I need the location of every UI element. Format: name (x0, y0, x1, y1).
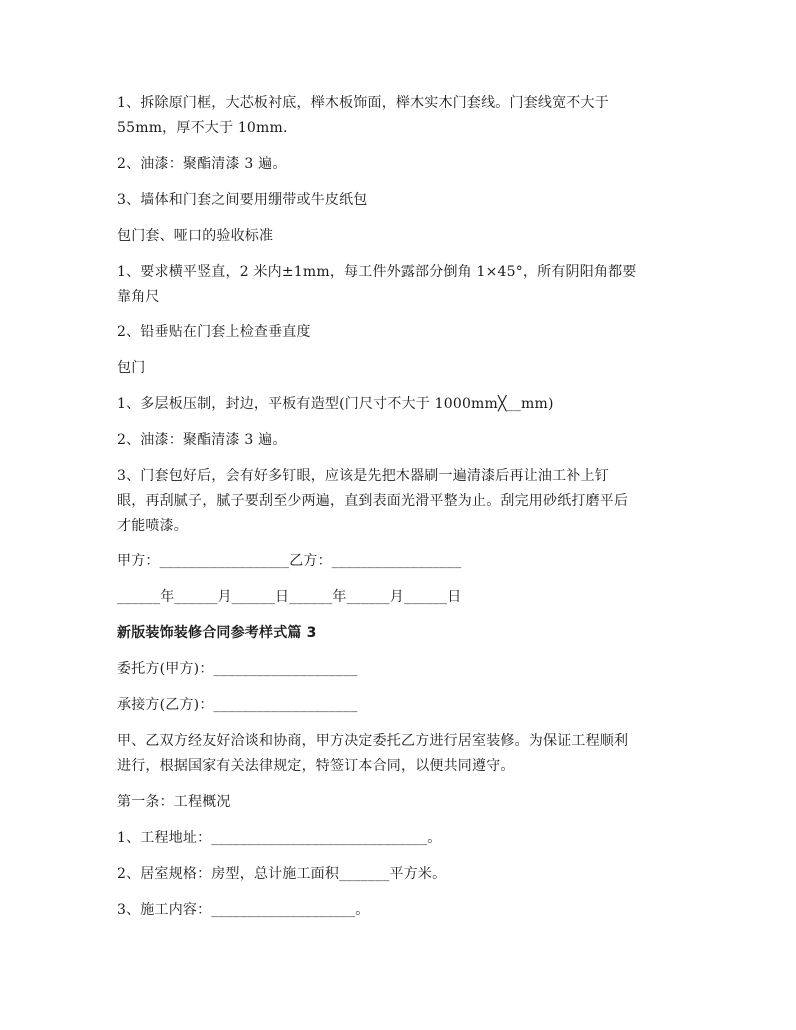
section-heading: 包门套、哑口的验收标准 (117, 228, 274, 244)
paragraph-line: 眼，再刮腻子，腻子要刮至少两遍，直到表面光滑平整为止。刮完用砂纸打磨平后 (117, 493, 629, 509)
paragraph-line: 2、油漆：聚酯清漆 3 遍。 (117, 432, 287, 448)
section-heading: 包门 (117, 360, 146, 376)
paragraph-line: 3、门套包好后，会有好多钉眼，应该是先把木器刷一遍清漆后再让油工补上钉 (117, 468, 609, 484)
paragraph-line: 2、居室规格：房型，总计施工面积_______平方米。 (117, 866, 447, 882)
paragraph-line: 1、拆除原门框，大芯板衬底，榉木板饰面，榉木实木门套线。门套线宽不大于 (117, 95, 609, 111)
paragraph-line: 2、油漆：聚酯清漆 3 遍。 (117, 156, 287, 172)
paragraph-line: 进行，根据国家有关法律规定，特签订本合同，以便共同遵守。 (117, 758, 515, 774)
paragraph-line: 1、要求横平竖直，2 米内±1mm，每工件外露部分倒角 1×45°，所有阴阳角都要 (117, 264, 637, 280)
paragraph-line: 2、铅垂贴在门套上检查垂直度 (117, 324, 311, 340)
article-title: 第一条：工程概况 (117, 794, 231, 810)
paragraph-line: 1、多层板压制，封边，平板有造型(门尺寸不大于 1000mm╳__mm) (117, 396, 554, 412)
paragraph-line: 靠角尺 (117, 289, 160, 305)
document-heading: 新版装饰装修合同参考样式篇 3 (117, 625, 317, 641)
date-line: ______年______月______日______年______月______日 (117, 589, 462, 605)
party-a-line: 委托方(甲方)：____________________ (117, 661, 358, 677)
paragraph-line: 才能喷漆。 (117, 518, 188, 534)
signature-line: 甲方：__________________乙方：__________________ (117, 553, 462, 569)
paragraph-line: 3、施工内容：____________________。 (117, 902, 370, 918)
paragraph-line: 1、工程地址：______________________________。 (117, 830, 442, 846)
paragraph-line: 55mm，厚不大于 10mm. (117, 120, 288, 136)
paragraph-line: 甲、乙双方经友好洽谈和协商，甲方决定委托乙方进行居室装修。为保证工程顺利 (117, 733, 629, 749)
party-b-line: 承接方(乙方)：____________________ (117, 697, 358, 713)
paragraph-line: 3、墙体和门套之间要用绷带或牛皮纸包 (117, 192, 368, 208)
